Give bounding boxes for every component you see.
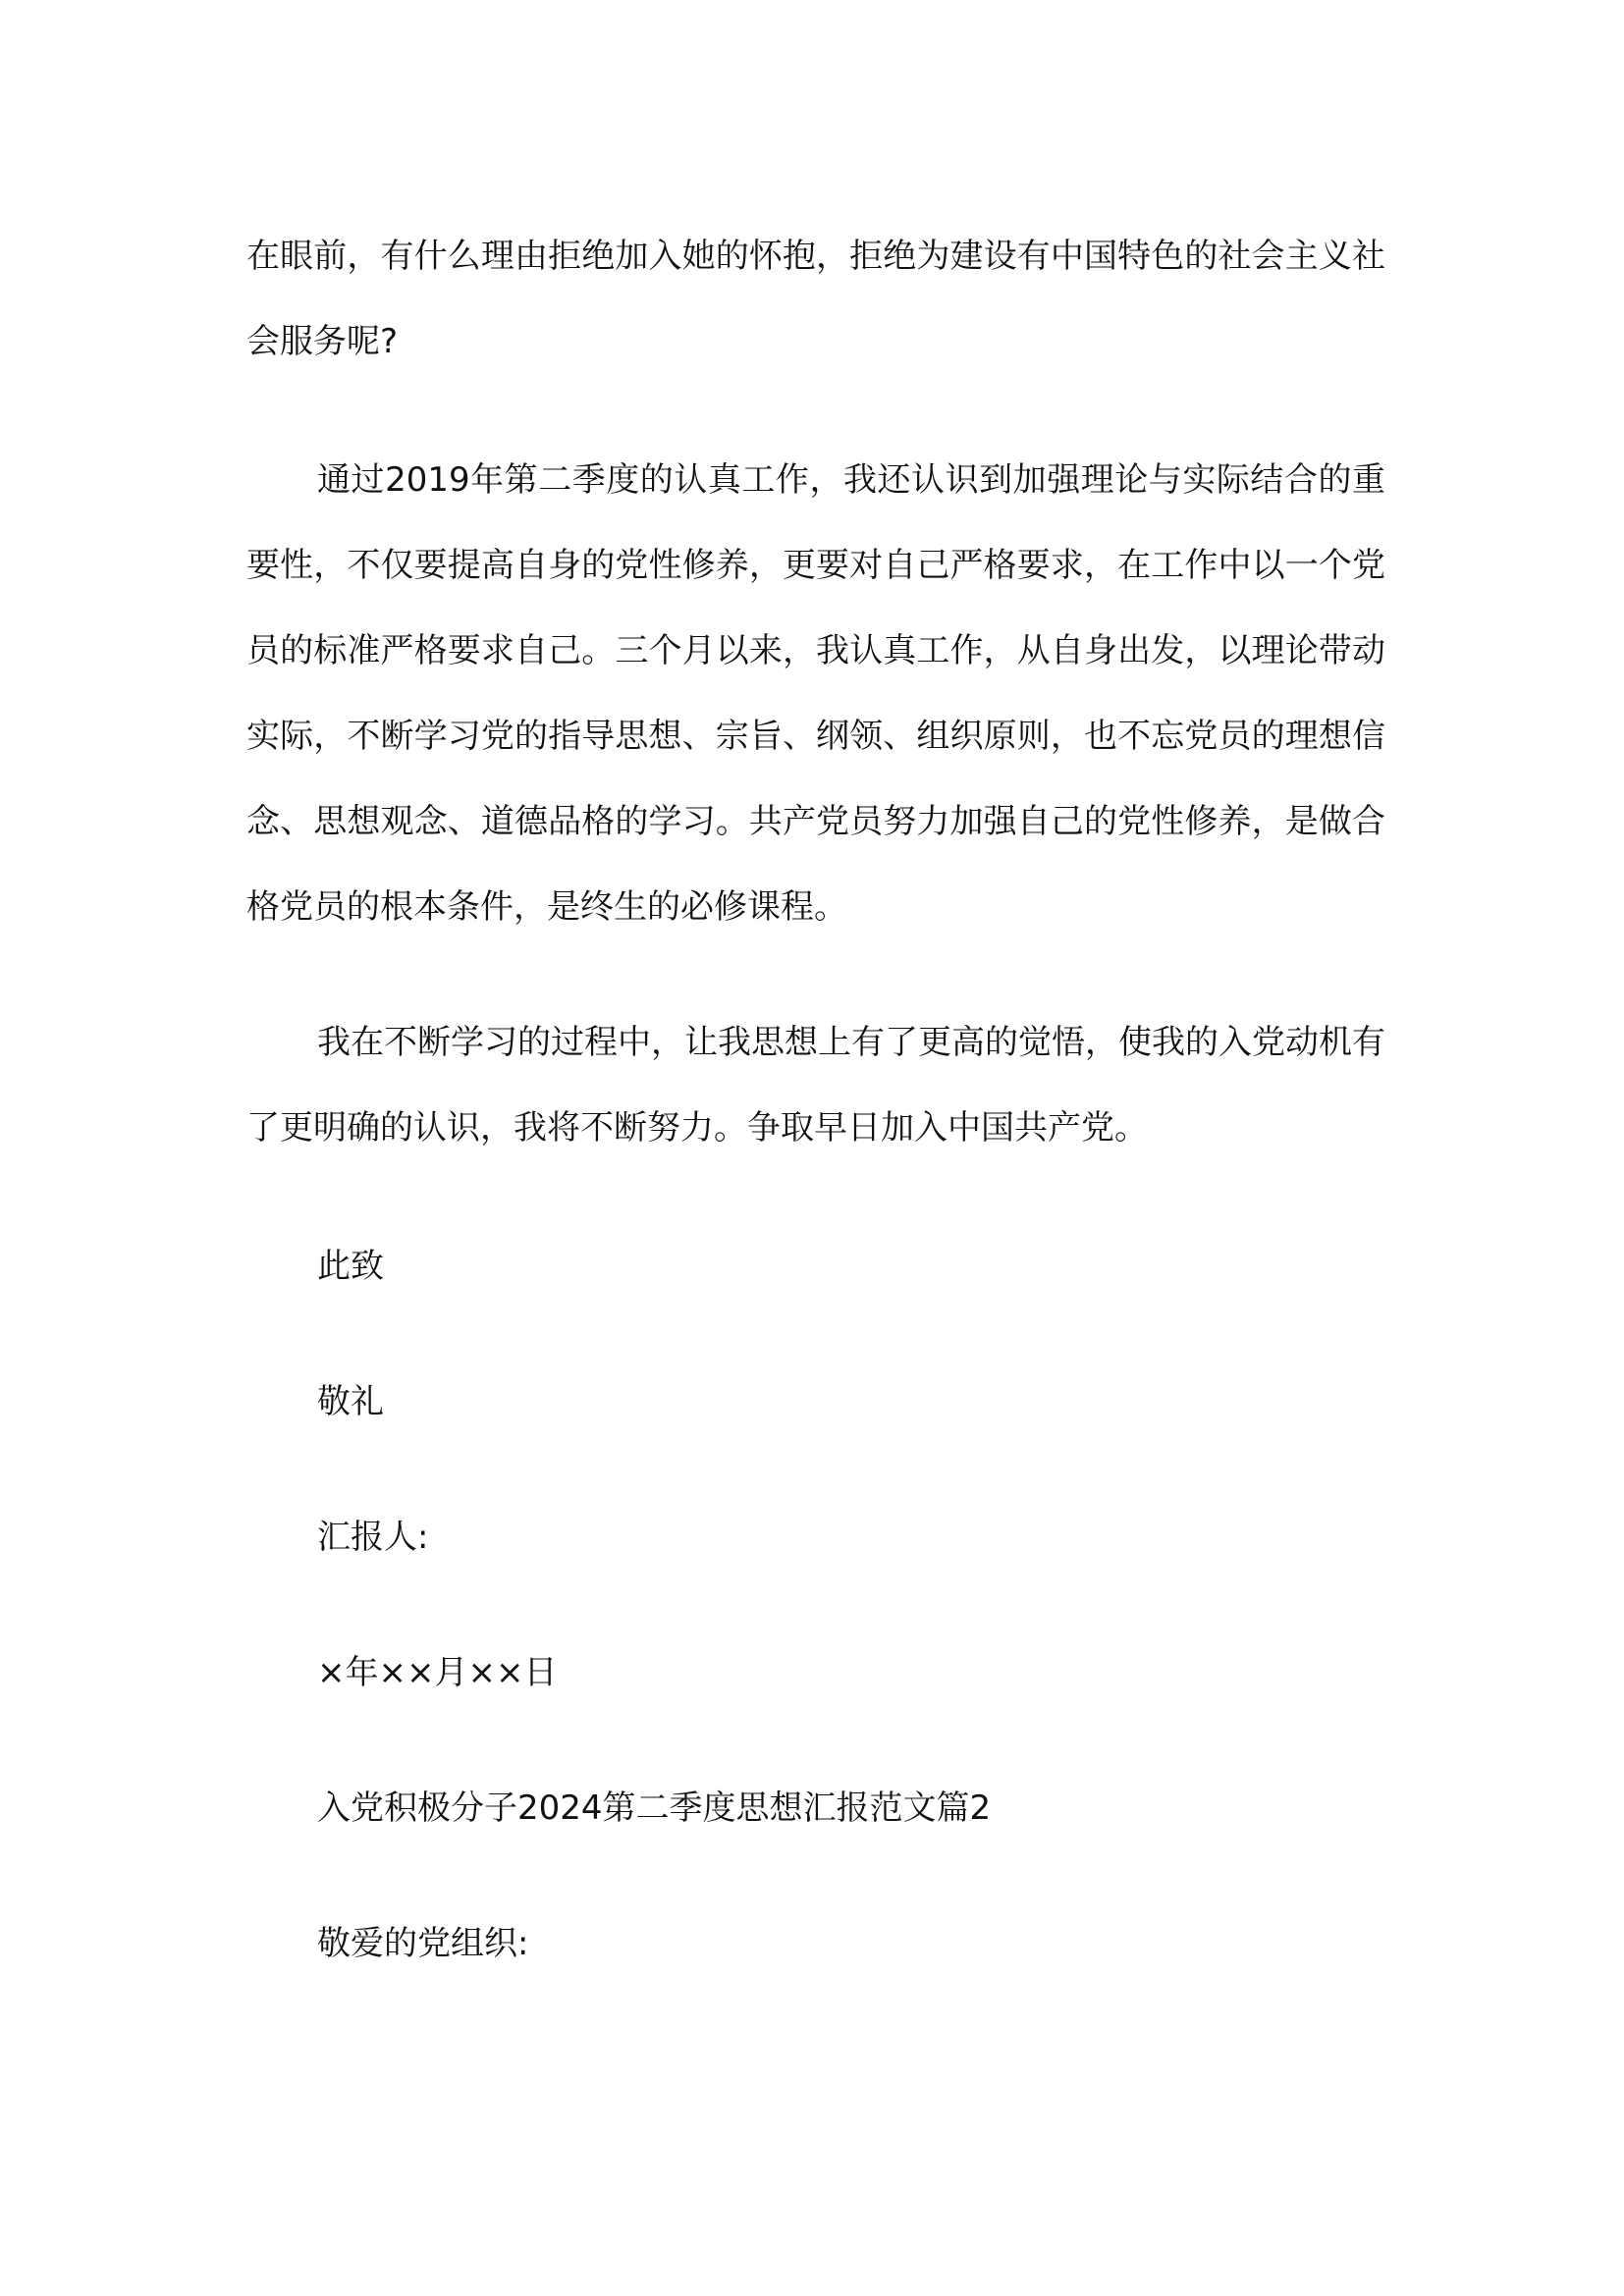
paragraph-theory-practice: 通过2019年第二季度的认真工作，我还认识到加强理论与实际结合的重要性，不仅要提高自身的党性修养，更要对自己严格要求，在工作中以一个党员的标准严格要求自己。三个月以来，我认真工作，从自身出发，以理论带动实际，不断学习党的指导思想、宗旨、纲领、组织原则，也不忘党员的理想信念、思想观念、道德品格的学习。共产党员努力加强自己的党性修养，是做合格党员的根本条件，是终生的必修课程。 — [246, 460, 1385, 927]
salute-text: 敬礼 — [317, 1382, 384, 1421]
reporter-label: 汇报人: — [317, 1518, 429, 1557]
paragraph-conclusion: 我在不断学习的过程中，让我思想上有了更高的觉悟，使我的入党动机有了更明确的认识，我将不断努力。争取早日加入中国共产党。 — [246, 1023, 1385, 1148]
next-article-title: 入党积极分子2024第二季度思想汇报范文篇2 — [317, 1789, 992, 1828]
date-text: ×年××月××日 — [317, 1653, 558, 1692]
greeting-text: 敬爱的党组织: — [317, 1924, 529, 1963]
closing-text: 此致 — [317, 1247, 384, 1286]
paragraph-continuation: 在眼前，有什么理由拒绝加入她的怀抱，拒绝为建设有中国特色的社会主义社会服务呢? — [246, 237, 1385, 361]
